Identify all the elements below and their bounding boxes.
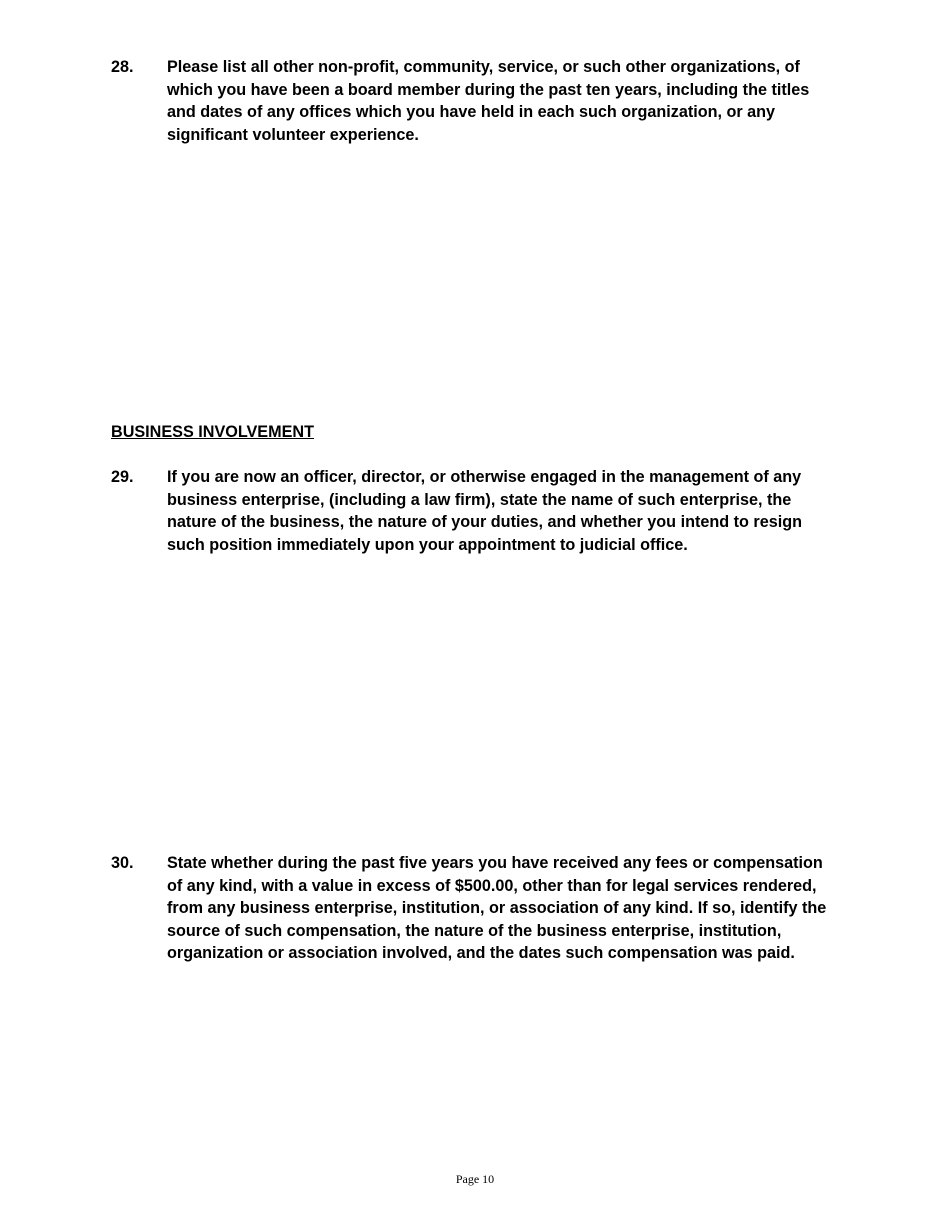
section-heading-business-involvement: BUSINESS INVOLVEMENT [111,423,314,441]
question-29 [111,466,841,556]
question-number: 28. [111,58,134,76]
question-text: State whether during the past five years you have received any fees or compensation of any kind, with a value in excess of $500.00, other than for legal services rendered, from any business enterprise, institution, or association of any kind. If so, identify the source of such compensation, the nature of the business enterprise, institution, organization or association involved, and the dates such compensation was paid. [167,854,827,962]
question-28 [111,56,841,146]
question-30 [111,852,841,965]
question-number: 29. [111,468,134,486]
question-text: If you are now an officer, director, or otherwise engaged in the management of any business enterprise, (including a law firm), state the name of such enterprise, the nature of the business, the nature of your duties, and whether you intend to resign such position immediately upon your appointment to judicial office. [167,468,802,554]
page-number: Page 10 [455,1172,495,1186]
question-number: 30. [111,854,134,872]
question-text: Please list all other non-profit, community, service, or such other organizations, of which you have been a board member during the past ten years, including the titles and dates of any offices which you have held in each such organization, or any significant volunteer experience. [167,58,810,144]
